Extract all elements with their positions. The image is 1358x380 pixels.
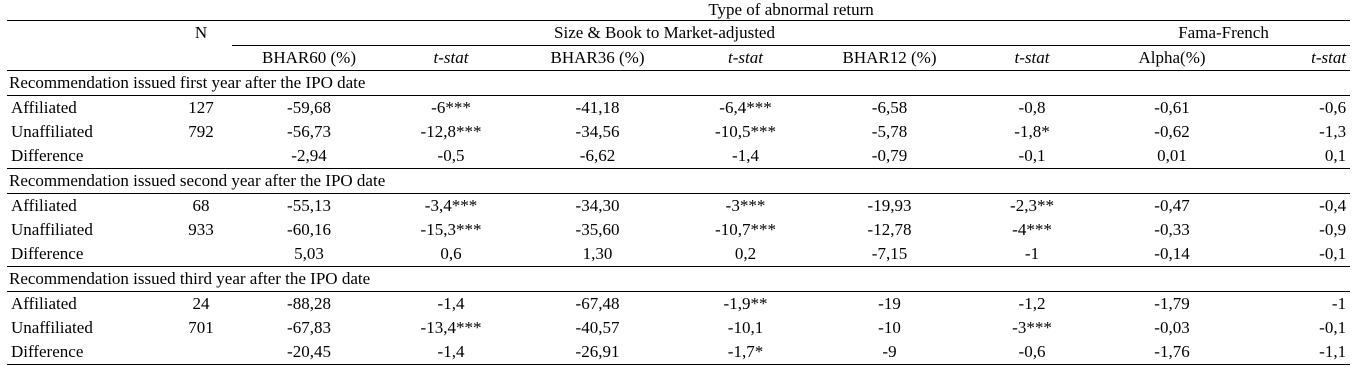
table-cell: -1,2: [1018, 294, 1046, 313]
table-cell: 5,03: [294, 244, 324, 263]
table-cell: -1: [1331, 294, 1347, 313]
table-cell: -34,56: [575, 122, 620, 141]
row-n: 24: [192, 294, 210, 313]
section-title-row: [7, 267, 1350, 292]
n-header: N: [170, 21, 232, 46]
table-cell: -4***: [1012, 220, 1052, 239]
col-bhar36-header: BHAR36 (%): [516, 46, 679, 71]
table-cell: -0,61: [1154, 98, 1190, 117]
table-cell: -1,7*: [679, 340, 812, 365]
row-label: Difference: [11, 244, 84, 263]
table-cell: -1,79: [1154, 294, 1190, 313]
section-title-row: [7, 71, 1350, 96]
row-label: Affiliated: [11, 196, 77, 215]
table-cell: -0,1: [1319, 318, 1347, 337]
table-cell: -0,33: [1154, 220, 1190, 239]
row-n: [170, 340, 232, 365]
table-cell: -1,1: [1247, 340, 1350, 365]
header-row-1: [7, 0, 1350, 21]
table-cell: -13,4***: [420, 318, 482, 337]
table-cell: -6,58: [871, 98, 908, 117]
table-cell: -10,5***: [715, 122, 776, 141]
table-cell: -41,18: [575, 98, 620, 117]
table-cell: 0,2: [734, 244, 757, 263]
type-of-return-header: Type of abnormal return: [708, 0, 874, 19]
table-cell: -1,8*: [1014, 122, 1050, 141]
table-row: [7, 120, 1350, 144]
row-label: Unaffiliated: [11, 122, 93, 141]
row-label: Unaffiliated: [11, 318, 93, 337]
table-cell: -40,57: [575, 318, 620, 337]
header-row-2: [7, 21, 1350, 46]
table-cell: -0,6: [1319, 98, 1347, 117]
table-cell: -3***: [725, 196, 766, 215]
table-cell: -1: [1024, 244, 1040, 263]
table-cell: -0,4: [1319, 196, 1347, 215]
table-cell: 0,1: [1324, 146, 1347, 165]
table-cell: -3,4***: [424, 196, 478, 215]
table-cell: 1,30: [582, 244, 613, 263]
table-cell: -3***: [1012, 318, 1052, 337]
table-cell: -12,78: [867, 220, 912, 239]
fama-french-header: Fama-French: [1097, 21, 1350, 46]
table-cell: -0,8: [1018, 98, 1046, 117]
table-cell: -59,68: [287, 98, 331, 117]
col-alpha-header: Alpha(%): [1097, 46, 1247, 71]
table-cell: -10,1: [727, 318, 764, 337]
row-n: [170, 144, 232, 169]
col-bhar60-header: BHAR60 (%): [232, 46, 386, 71]
table-cell: -19: [878, 294, 901, 313]
col-tstat-header: t-stat: [967, 46, 1097, 71]
row-n: 68: [192, 196, 210, 215]
table-cell: -55,13: [287, 196, 331, 215]
table-cell: -0,6: [967, 340, 1097, 365]
row-n: 792: [188, 122, 214, 141]
table-cell: -0,5: [437, 146, 465, 165]
table-cell: -1,4: [386, 340, 516, 365]
table-row: [7, 194, 1350, 219]
row-label: Difference: [11, 146, 84, 165]
table-cell: -12,8***: [420, 122, 482, 141]
col-tstat-header: t-stat: [679, 46, 812, 71]
table-cell: -1,3: [1319, 122, 1347, 141]
row-label: Difference: [7, 340, 170, 365]
row-n: 701: [188, 318, 214, 337]
row-label: Affiliated: [11, 98, 77, 117]
section-title: Recommendation issued third year after the IPO date: [7, 267, 1350, 292]
table-cell: -6,62: [579, 146, 616, 165]
table-cell: -35,60: [575, 220, 620, 239]
row-n: 127: [188, 98, 214, 117]
table-cell: -20,45: [232, 340, 386, 365]
table-cell: -6,4***: [719, 98, 772, 117]
table-cell: -10: [878, 318, 901, 337]
table-cell: 0,01: [1157, 146, 1187, 165]
table-cell: -56,73: [287, 122, 331, 141]
table-cell: -0,03: [1154, 318, 1190, 337]
row-label: Unaffiliated: [11, 220, 93, 239]
table-cell: -60,16: [287, 220, 331, 239]
table-cell: -2,3**: [1010, 196, 1054, 215]
table-cell: -5,78: [871, 122, 908, 141]
table-cell: -1,76: [1097, 340, 1247, 365]
table-row: [7, 316, 1350, 340]
table-cell: 0,6: [440, 244, 462, 263]
table-cell: -7,15: [871, 244, 908, 263]
table-row: [7, 242, 1350, 267]
table-cell: -19,93: [867, 196, 912, 215]
table-cell: -0,14: [1154, 244, 1190, 263]
table-cell: -67,83: [287, 318, 331, 337]
table-cell: -26,91: [516, 340, 679, 365]
table-cell: -15,3***: [420, 220, 482, 239]
section-title: Recommendation issued first year after the IPO date: [7, 71, 1350, 96]
table-cell: -1,4: [732, 146, 759, 165]
table-row: [7, 292, 1350, 317]
table-row: [7, 218, 1350, 242]
table-row: [7, 340, 1350, 365]
table-cell: -0,62: [1154, 122, 1190, 141]
table-cell: -67,48: [575, 294, 620, 313]
table-cell: -0,1: [1319, 244, 1347, 263]
table-row: [7, 96, 1350, 121]
row-n: 933: [188, 220, 214, 239]
table-cell: -10,7***: [715, 220, 776, 239]
table-cell: -0,9: [1319, 220, 1347, 239]
col-bhar12-header: BHAR12 (%): [812, 46, 967, 71]
col-tstat-header: t-stat: [386, 46, 516, 71]
table-cell: -88,28: [287, 294, 331, 313]
table-cell: -9: [812, 340, 967, 365]
section-title-row: [7, 169, 1350, 194]
abnormal-return-table: [7, 0, 1350, 365]
table-cell: -2,94: [291, 146, 327, 165]
table-cell: -1,9**: [723, 294, 768, 313]
table-cell: -6***: [431, 98, 471, 117]
table-row: [7, 144, 1350, 169]
table-cell: -0,47: [1154, 196, 1190, 215]
table-cell: -1,4: [437, 294, 465, 313]
section-title: Recommendation issued second year after the IPO date: [7, 169, 1350, 194]
header-row-3: [7, 46, 1350, 71]
row-label: Affiliated: [11, 294, 77, 313]
table-cell: -0,79: [871, 146, 908, 165]
table-cell: -34,30: [575, 196, 620, 215]
size-btm-header: Size & Book to Market-adjusted: [232, 21, 1097, 46]
table-cell: -0,1: [1018, 146, 1046, 165]
row-n: [170, 242, 232, 267]
col-tstat-header: t-stat: [1247, 46, 1350, 71]
